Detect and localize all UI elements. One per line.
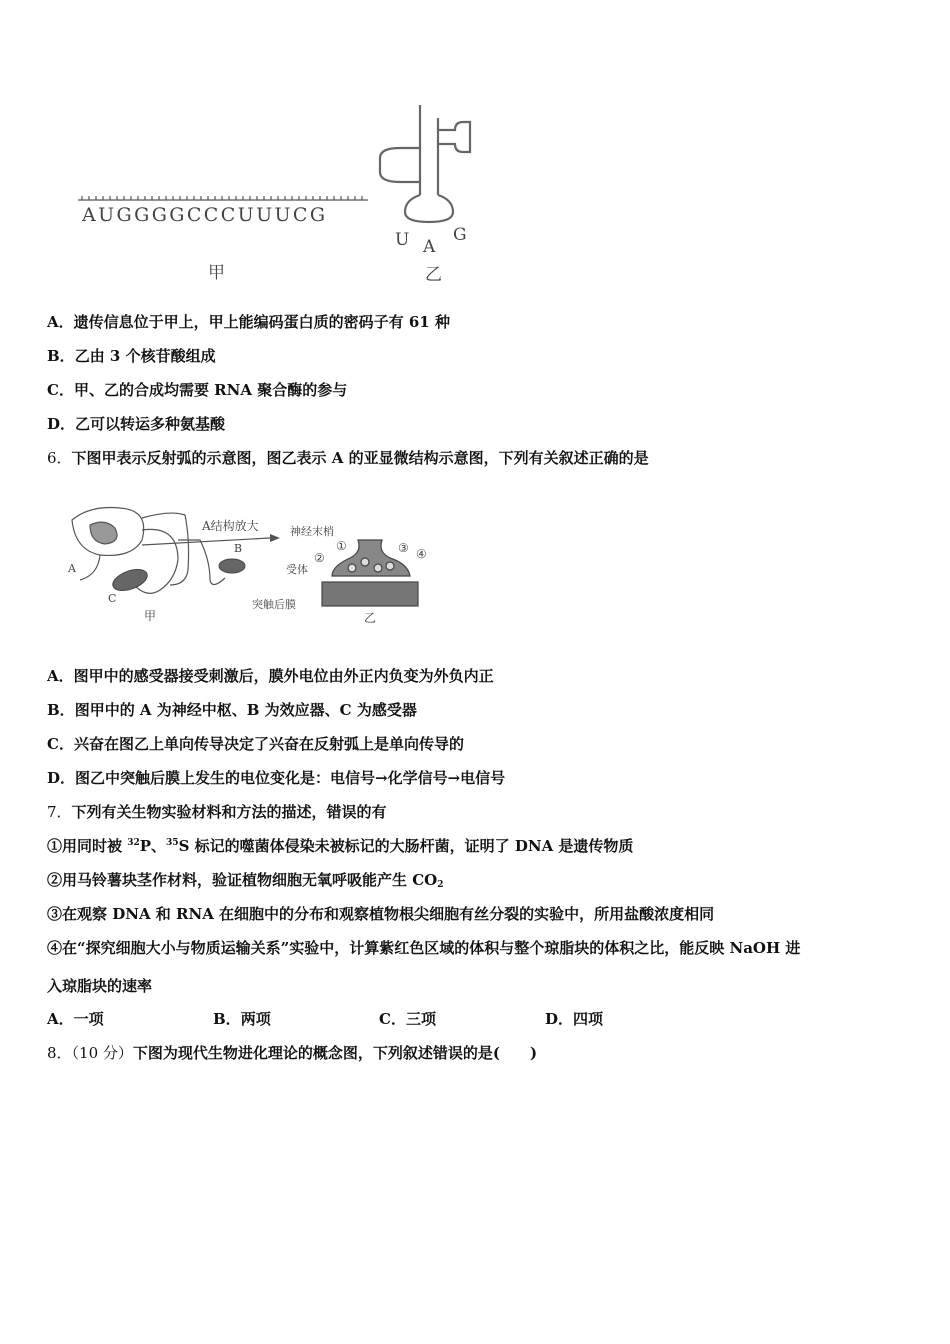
q8-stem (47, 1042, 537, 1063)
q7-option-a-text: 一项 (73, 1010, 104, 1028)
q5-option-b-text: 乙由 3 个核苷酸组成 (74, 347, 216, 365)
q5-option-a (47, 311, 450, 332)
q7-option-d (545, 1008, 603, 1029)
q7-item-4-line2 (47, 975, 152, 996)
q7-option-c-letter: C． (379, 1010, 406, 1028)
q6-option-a-text: 图甲中的感受器接受刺激后，膜外电位由外正内负变为外负内正 (73, 667, 494, 685)
q7-item-4-text1: ④在“探究细胞大小与物质运输关系”实验中，计算紫红色区域的体积与整个琼脂块的体积之比，能反映 NaOH 进 (47, 939, 801, 957)
q8-stem-text: 下图为现代生物进化理论的概念图，下列叙述错误的是( ) (132, 1044, 538, 1062)
q7-item-1-sup1: 32 (127, 838, 140, 848)
q8-number: 8． (47, 1044, 72, 1062)
label-receptor: 受体 (286, 563, 308, 576)
q7-option-a (47, 1008, 213, 1029)
q7-options (47, 1008, 603, 1029)
q5-option-d-letter: D． (47, 415, 76, 433)
q6-option-c-letter: C． (47, 735, 74, 753)
label-jia-1: 甲 (208, 263, 225, 283)
q7-option-d-text: 四项 (573, 1010, 604, 1028)
mrna-sequence: AUGGGGCCCUUUCG (82, 204, 328, 226)
q7-item-3 (47, 903, 714, 924)
q6-stem-text: 下图甲表示反射弧的示意图，图乙表示 A 的亚显微结构示意图，下列有关叙述正确的是 (71, 449, 649, 467)
q7-stem (47, 801, 387, 822)
q6-option-d-text: 图乙中突触后膜上发生的电位变化是：电信号→化学信号→电信号 (75, 769, 506, 787)
q6-number: 6． (47, 449, 72, 467)
label-circ4: ④ (416, 547, 427, 561)
q7-option-a-letter: A． (47, 1010, 74, 1028)
q5-option-d-text: 乙可以转运多种氨基酸 (75, 415, 226, 433)
q5-option-d (47, 413, 225, 434)
q7-option-b-text: 两项 (240, 1010, 271, 1028)
label-a: A (68, 562, 76, 575)
q5-option-b-letter: B． (47, 347, 75, 365)
q6-option-d-letter: D． (47, 769, 76, 787)
label-yi-2: 乙 (364, 611, 377, 625)
q6-option-c-text: 兴奋在图乙上单向传导决定了兴奋在反射弧上是单向传导的 (73, 735, 464, 753)
q7-item-1-p: P、 (139, 837, 167, 855)
anticodon-g: G (453, 225, 467, 245)
label-c: C (108, 592, 117, 605)
q5-option-a-letter: A． (47, 313, 74, 331)
q5-option-a-text: 遗传信息位于甲上，甲上能编码蛋白质的密码子有 61 种 (73, 313, 450, 331)
figure-reflex-synapse (60, 500, 460, 630)
q7-item-4-text2: 入琼脂块的速率 (47, 977, 153, 995)
label-yi-1: 乙 (425, 265, 442, 285)
q5-option-c-text: 甲、乙的合成均需要 RNA 聚合酶的参与 (73, 381, 348, 399)
q7-option-c (379, 1008, 545, 1029)
q7-option-c-text: 三项 (405, 1010, 436, 1028)
label-circ2: ② (314, 551, 325, 565)
label-circ3: ③ (398, 541, 409, 555)
q7-item-2 (47, 869, 444, 890)
q7-item-4-line1 (47, 937, 800, 958)
q7-item-1 (47, 835, 633, 856)
figure-mrna-trna (60, 100, 490, 290)
q6-option-b-letter: B． (47, 701, 75, 719)
label-postsyn: 突触后膜 (252, 598, 296, 611)
q6-option-b (47, 699, 417, 720)
q7-stem-text: 下列有关生物实验材料和方法的描述，错误的有 (71, 803, 387, 821)
q6-option-d (47, 767, 505, 788)
label-terminal: 神经末梢 (290, 525, 334, 538)
q5-option-b (47, 345, 216, 366)
q7-number: 7． (47, 803, 72, 821)
q7-item-1-pre: ①用同时被 (47, 837, 128, 855)
q7-option-d-letter: D． (545, 1010, 574, 1028)
label-circ1: ① (336, 539, 347, 553)
anticodon-a: A (423, 237, 436, 257)
q6-option-b-text: 图甲中的 A 为神经中枢、B 为效应器、C 为感受器 (74, 701, 417, 719)
label-jia-2: 甲 (144, 609, 157, 623)
q5-option-c (47, 379, 347, 400)
zoom-arrow (142, 538, 270, 545)
q8-score: （10 分） (71, 1044, 133, 1062)
q6-option-a (47, 665, 494, 686)
q6-stem (47, 447, 649, 468)
q6-option-c (47, 733, 464, 754)
q7-item-1-post: S 标记的噬菌体侵染未被标记的大肠杆菌，证明了 DNA 是遗传物质 (178, 837, 634, 855)
q7-option-b (213, 1008, 379, 1029)
q7-item-1-sup2: 35 (166, 838, 179, 848)
q7-item-3-text: ③在观察 DNA 和 RNA 在细胞中的分布和观察植物根尖细胞有丝分裂的实验中，所用盐酸浓度相同 (47, 905, 715, 923)
q7-item-2-sub: 2 (437, 880, 444, 890)
q6-option-a-letter: A． (47, 667, 74, 685)
q5-option-c-letter: C． (47, 381, 74, 399)
q7-option-b-letter: B． (213, 1010, 241, 1028)
label-a-zoom: A结构放大 (202, 519, 259, 533)
q7-item-2-text: ②用马铃薯块茎作材料，验证植物细胞无氧呼吸能产生 CO (47, 871, 438, 889)
anticodon-u: U (395, 230, 410, 250)
label-b: B (234, 542, 243, 555)
